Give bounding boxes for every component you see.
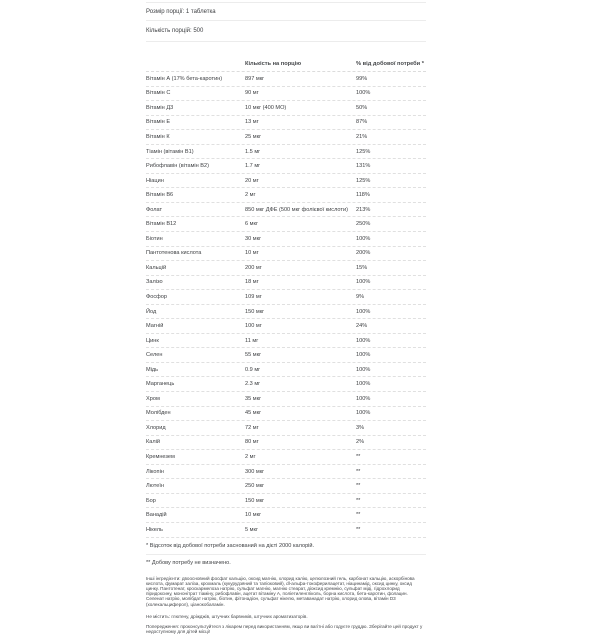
table-header-row — [146, 42, 426, 72]
cell-daily-value: 100% — [356, 381, 371, 388]
cell-nutrient-name: Селен — [146, 352, 163, 359]
serving-size-label: Розмір порції: 1 таблетка — [146, 8, 216, 15]
table-row — [146, 494, 426, 509]
cell-daily-value: 100% — [356, 410, 371, 417]
table-row — [146, 305, 426, 320]
table-row — [146, 188, 426, 203]
table-row — [146, 232, 426, 247]
table-row — [146, 334, 426, 349]
cell-nutrient-name: Йод — [146, 308, 157, 315]
cell-nutrient-name: Вітамін C — [146, 90, 171, 97]
cell-amount: 10 мкг — [245, 512, 262, 519]
cell-amount: 10 мг — [245, 250, 259, 257]
cell-amount: 0.9 мг — [245, 366, 261, 373]
table-row — [146, 377, 426, 392]
free-from-statement: Не містить: глютену, дріжджів, штучних барвників, штучних ароматизаторів. — [146, 613, 308, 619]
table-row — [146, 130, 426, 145]
cell-daily-value: 2% — [356, 439, 365, 446]
cell-amount: 35 мкг — [245, 395, 262, 402]
cell-daily-value: 125% — [356, 177, 371, 184]
cell-nutrient-name: Молібден — [146, 410, 171, 417]
cell-amount: 72 мг — [245, 424, 259, 431]
nutrient-table — [146, 72, 426, 538]
cell-daily-value: ** — [356, 526, 361, 533]
cell-amount: 30 мкг — [245, 235, 262, 242]
table-row — [146, 450, 426, 465]
cell-amount: 109 мг — [245, 293, 262, 300]
header-amount-per-serving: Кількість на порцію — [245, 61, 302, 67]
cell-nutrient-name: Лікопін — [146, 468, 164, 475]
cell-daily-value: ** — [356, 468, 361, 475]
table-row — [146, 203, 426, 218]
cell-daily-value: 87% — [356, 119, 368, 126]
cell-amount: 6 мкг — [245, 221, 258, 228]
table-row — [146, 523, 426, 538]
cell-amount: 90 мг — [245, 90, 259, 97]
table-row — [146, 261, 426, 276]
cell-daily-value: 3% — [356, 424, 365, 431]
serving-count-row — [146, 21, 426, 42]
cell-amount: 11 мг — [245, 337, 259, 344]
cell-daily-value: 100% — [356, 235, 371, 242]
table-row — [146, 174, 426, 189]
table-row — [146, 508, 426, 523]
cell-amount: 897 мкг — [245, 75, 265, 82]
cell-amount: 55 мкг — [245, 352, 262, 359]
cell-daily-value: 100% — [356, 308, 371, 315]
cell-daily-value: 24% — [356, 323, 368, 330]
cell-daily-value: 50% — [356, 104, 368, 111]
cell-amount: 18 мг — [245, 279, 259, 286]
table-row — [146, 319, 426, 334]
cell-daily-value: 100% — [356, 352, 371, 359]
cell-nutrient-name: Мідь — [146, 366, 159, 373]
cell-daily-value: ** — [356, 497, 361, 504]
cell-amount: 80 мг — [245, 439, 259, 446]
cell-daily-value: 15% — [356, 264, 368, 271]
cell-daily-value: 100% — [356, 279, 371, 286]
cell-nutrient-name: Вітамін Е — [146, 119, 171, 126]
footnote-daily-value: * Відсоток від добової потреби заснований на дієті 2000 калорій. — [146, 538, 426, 555]
table-row — [146, 276, 426, 291]
cell-amount: 25 мкг — [245, 133, 262, 140]
cell-amount: 20 мг — [245, 177, 259, 184]
cell-daily-value: 213% — [356, 206, 371, 213]
table-row — [146, 145, 426, 160]
table-row — [146, 436, 426, 451]
supplement-facts-panel — [146, 0, 426, 634]
warning-statement: Попередження: проконсультуйтеся з лікарем перед використанням, якщо ви вагітні або годуєте груддю. Зберігайте цей продукт у недоступному для дітей місці! — [146, 623, 423, 634]
cell-daily-value: ** — [356, 483, 361, 490]
cell-nutrient-name: Ванадій — [146, 512, 167, 519]
cell-amount: 1.7 мг — [245, 163, 261, 170]
serving-count-label: Кількість порцій: 500 — [146, 28, 204, 34]
table-row — [146, 363, 426, 378]
cell-nutrient-name: Ніацин — [146, 177, 164, 184]
table-row — [146, 421, 426, 436]
cell-nutrient-name: Вітамін B6 — [146, 192, 174, 199]
cell-amount: 2.3 мг — [245, 381, 261, 388]
table-row — [146, 479, 426, 494]
cell-amount: 200 мг — [245, 264, 262, 271]
cell-daily-value: 21% — [356, 133, 368, 140]
cell-nutrient-name: Вітамін B12 — [146, 221, 177, 228]
cell-amount: 150 мкг — [245, 497, 265, 504]
cell-daily-value: 99% — [356, 75, 368, 82]
cell-nutrient-name: Вітамін Д3 — [146, 104, 174, 111]
footnote-undetermined: ** Добову потребу не визначено. — [146, 559, 231, 566]
cell-nutrient-name: Фосфор — [146, 293, 167, 300]
cell-daily-value: 100% — [356, 366, 371, 373]
cell-nutrient-name: Хром — [146, 395, 160, 402]
cell-daily-value: 100% — [356, 395, 371, 402]
cell-daily-value: 250% — [356, 221, 371, 228]
table-row — [146, 348, 426, 363]
cell-amount: 850 мкг ДФЕ (500 мкг фолієвої кислоти) — [245, 206, 348, 213]
cell-nutrient-name: Магній — [146, 323, 164, 330]
cell-amount: 250 мкг — [245, 483, 265, 490]
table-row — [146, 465, 426, 480]
cell-daily-value: 200% — [356, 250, 371, 257]
cell-nutrient-name: Біотин — [146, 235, 163, 242]
cell-amount: 100 мг — [245, 323, 262, 330]
cell-daily-value: 9% — [356, 293, 365, 300]
cell-nutrient-name: Бор — [146, 497, 156, 504]
cell-nutrient-name: Марганець — [146, 381, 175, 388]
cell-amount: 13 мг — [245, 119, 259, 126]
table-row — [146, 101, 426, 116]
header-percent-daily-value: % від добової потреби * — [356, 61, 424, 67]
table-row — [146, 247, 426, 262]
cell-amount: 45 мкг — [245, 410, 262, 417]
cell-nutrient-name: Нікель — [146, 526, 163, 533]
cell-nutrient-name: Кремнезем — [146, 453, 175, 460]
table-row — [146, 217, 426, 232]
cell-daily-value: 118% — [356, 192, 370, 199]
cell-daily-value: ** — [356, 512, 361, 519]
cell-nutrient-name: Цинк — [146, 337, 159, 344]
cell-daily-value: 131% — [356, 163, 371, 170]
cell-nutrient-name: Тіамін (вітамін B1) — [146, 148, 194, 155]
table-row — [146, 72, 426, 87]
cell-nutrient-name: Рибофлавін (вітамін B2) — [146, 163, 210, 170]
cell-amount: 150 мкг — [245, 308, 265, 315]
table-row — [146, 392, 426, 407]
cell-nutrient-name: Залізо — [146, 279, 163, 286]
cell-daily-value: 100% — [356, 90, 371, 97]
cell-amount: 2 мг — [245, 453, 256, 460]
table-row — [146, 290, 426, 305]
cell-daily-value: ** — [356, 453, 361, 460]
cell-amount: 2 мг — [245, 192, 256, 199]
cell-amount: 1.5 мг — [245, 148, 261, 155]
table-row — [146, 116, 426, 131]
cell-nutrient-name: Фолат — [146, 206, 163, 213]
cell-nutrient-name: Кальцій — [146, 264, 167, 271]
cell-amount: 5 мкг — [245, 526, 258, 533]
table-row — [146, 159, 426, 174]
other-ingredients-paragraph: Інші інгредієнти: двоосновний фосфат кальцію, оксид магнію, хлорид калію, целюлозний гель, карбонат кальцію, аскорбінова кислота, фумарат заліза, крохмаль (кукурудзяний та тапіоковий), dl-альфа-токоферилацетат, ніацинамід, оксид цинку, оксид цинку. Пантотенат, кроскармелоза натрію, сульфат магнію, магнію стеарат, діоксид кремнію, сульфат міді, гідрохлорид піридоксину, мононітрат тіаміну, рибофлавін, ацетат вітаміну А, поліетиленгліколь, борна кислота, бета-каротин, фолацин. Селенат натрію, молібдат натрію, біотин, фітонадіон, сульфат нікелю, метаванадат натрію, хлорид олова, вітамін D3 (холекальциферол), ціанокобаламін. — [146, 575, 415, 607]
cell-nutrient-name: Калій — [146, 439, 161, 446]
cell-nutrient-name: Вітамін К — [146, 133, 170, 140]
cell-nutrient-name: Пантотенова кислота — [146, 250, 202, 257]
cell-nutrient-name: Лютеїн — [146, 483, 164, 490]
serving-size-row — [146, 3, 426, 21]
cell-nutrient-name: Хлорид — [146, 424, 166, 431]
cell-amount: 10 мкг (400 МО) — [245, 104, 287, 111]
table-row — [146, 87, 426, 102]
cell-amount: 300 мкг — [245, 468, 265, 475]
cell-daily-value: 100% — [356, 337, 371, 344]
cell-nutrient-name: Вітамін А (17% бета-каротин) — [146, 75, 223, 82]
cell-daily-value: 125% — [356, 148, 371, 155]
table-row — [146, 407, 426, 422]
